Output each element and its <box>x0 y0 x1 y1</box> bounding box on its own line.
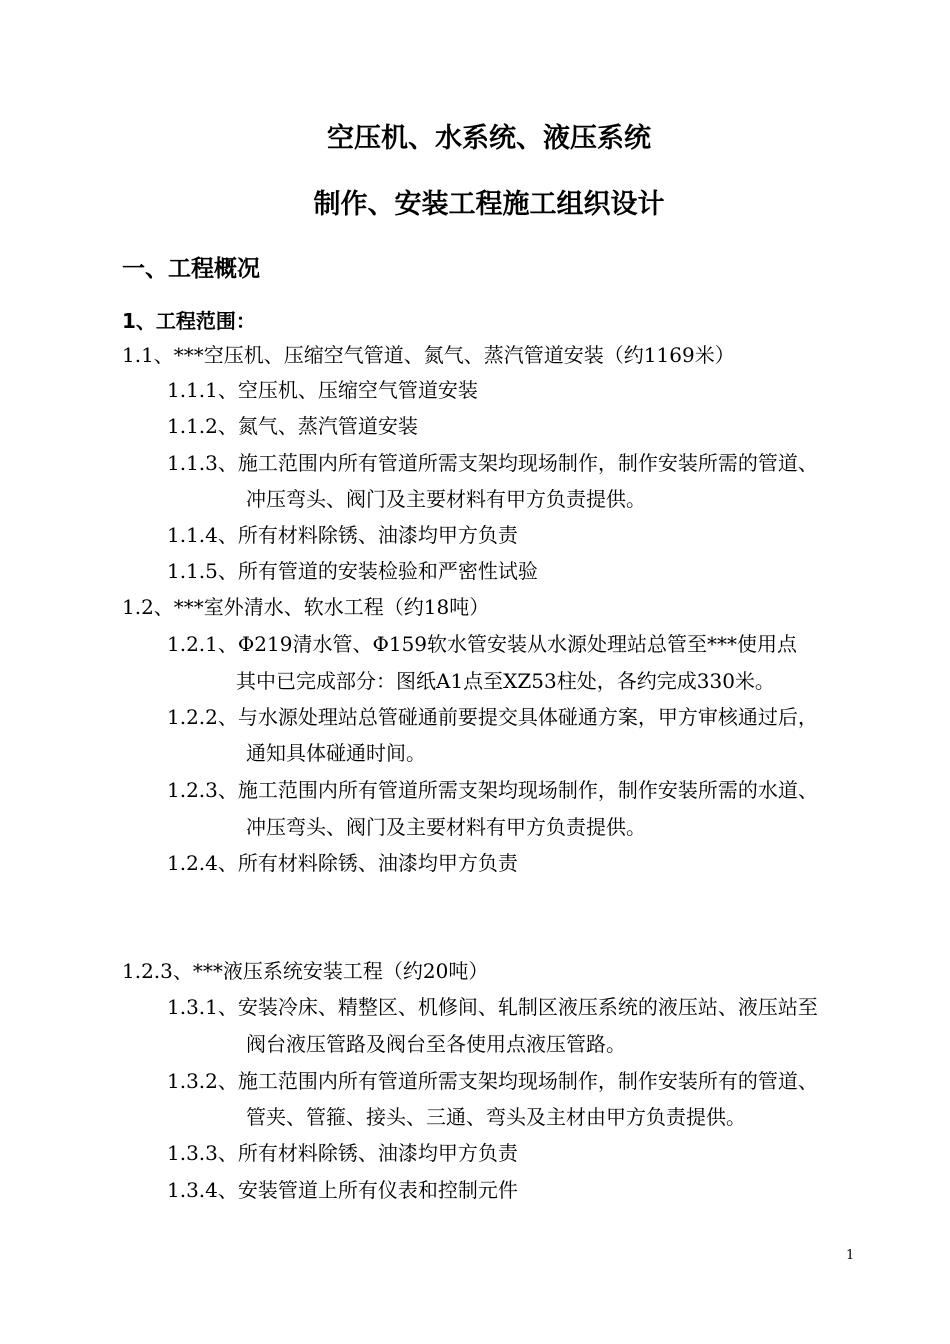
item-1-1-2: 1.1.2、氮气、蒸汽管道安装 <box>167 414 418 438</box>
item-1-2: 1.2、***室外清水、软水工程（约18吨） <box>122 595 490 619</box>
item-1-2-3-continued: 冲压弯头、阀门及主要材料有甲方负责提供。 <box>246 815 646 839</box>
item-1-1-3-continued: 冲压弯头、阀门及主要材料有甲方负责提供。 <box>246 487 646 511</box>
subsection-heading-scope: 1、工程范围： <box>122 309 256 333</box>
document-title-line-2: 制作、安装工程施工组织设计 <box>313 189 665 220</box>
item-1-2-3: 1.2.3、施工范围内所有管道所需支架均现场制作，制作安装所需的水道、 <box>167 778 818 802</box>
item-1-1: 1.1、***空压机、压缩空气管道、氮气、蒸汽管道安装（约1169米） <box>122 343 735 367</box>
item-1-3: 1.2.3、***液压系统安装工程（约20吨） <box>122 959 489 983</box>
item-1-3-2: 1.3.2、施工范围内所有管道所需支架均现场制作，制作安装所有的管道、 <box>167 1069 818 1093</box>
item-1-1-1: 1.1.1、空压机、压缩空气管道安装 <box>167 378 478 402</box>
item-1-3-4: 1.3.4、安装管道上所有仪表和控制元件 <box>167 1178 518 1202</box>
item-1-2-2: 1.2.2、与水源处理站总管碰通前要提交具体碰通方案，甲方审核通过后， <box>167 705 818 729</box>
page-number: 1 <box>846 1248 855 1263</box>
item-1-1-3: 1.1.3、施工范围内所有管道所需支架均现场制作，制作安装所需的管道、 <box>167 451 818 475</box>
item-1-1-4: 1.1.4、所有材料除锈、油漆均甲方负责 <box>167 523 518 547</box>
section-heading-overview: 一、工程概况 <box>122 256 260 282</box>
document-title-line-1: 空压机、水系统、液压系统 <box>327 123 651 154</box>
item-1-3-1-continued: 阀台液压管路及阀台至各使用点液压管路。 <box>246 1032 626 1056</box>
item-1-3-2-continued: 管夹、管箍、接头、三通、弯头及主材由甲方负责提供。 <box>246 1105 746 1129</box>
item-1-2-1-continued: 其中已完成部分：图纸A1点至XZ53柱处，各约完成330米。 <box>236 669 775 693</box>
item-1-3-3: 1.3.3、所有材料除锈、油漆均甲方负责 <box>167 1141 518 1165</box>
item-1-2-1: 1.2.1、Φ219清水管、Φ159软水管安装从水源处理站总管至***使用点 <box>167 632 798 656</box>
item-1-2-4: 1.2.4、所有材料除锈、油漆均甲方负责 <box>167 851 518 875</box>
item-1-2-2-continued: 通知具体碰通时间。 <box>246 741 426 765</box>
item-1-3-1: 1.3.1、安装冷床、精整区、机修间、轧制区液压系统的液压站、液压站至 <box>167 995 818 1019</box>
item-1-1-5: 1.1.5、所有管道的安装检验和严密性试验 <box>167 559 538 583</box>
